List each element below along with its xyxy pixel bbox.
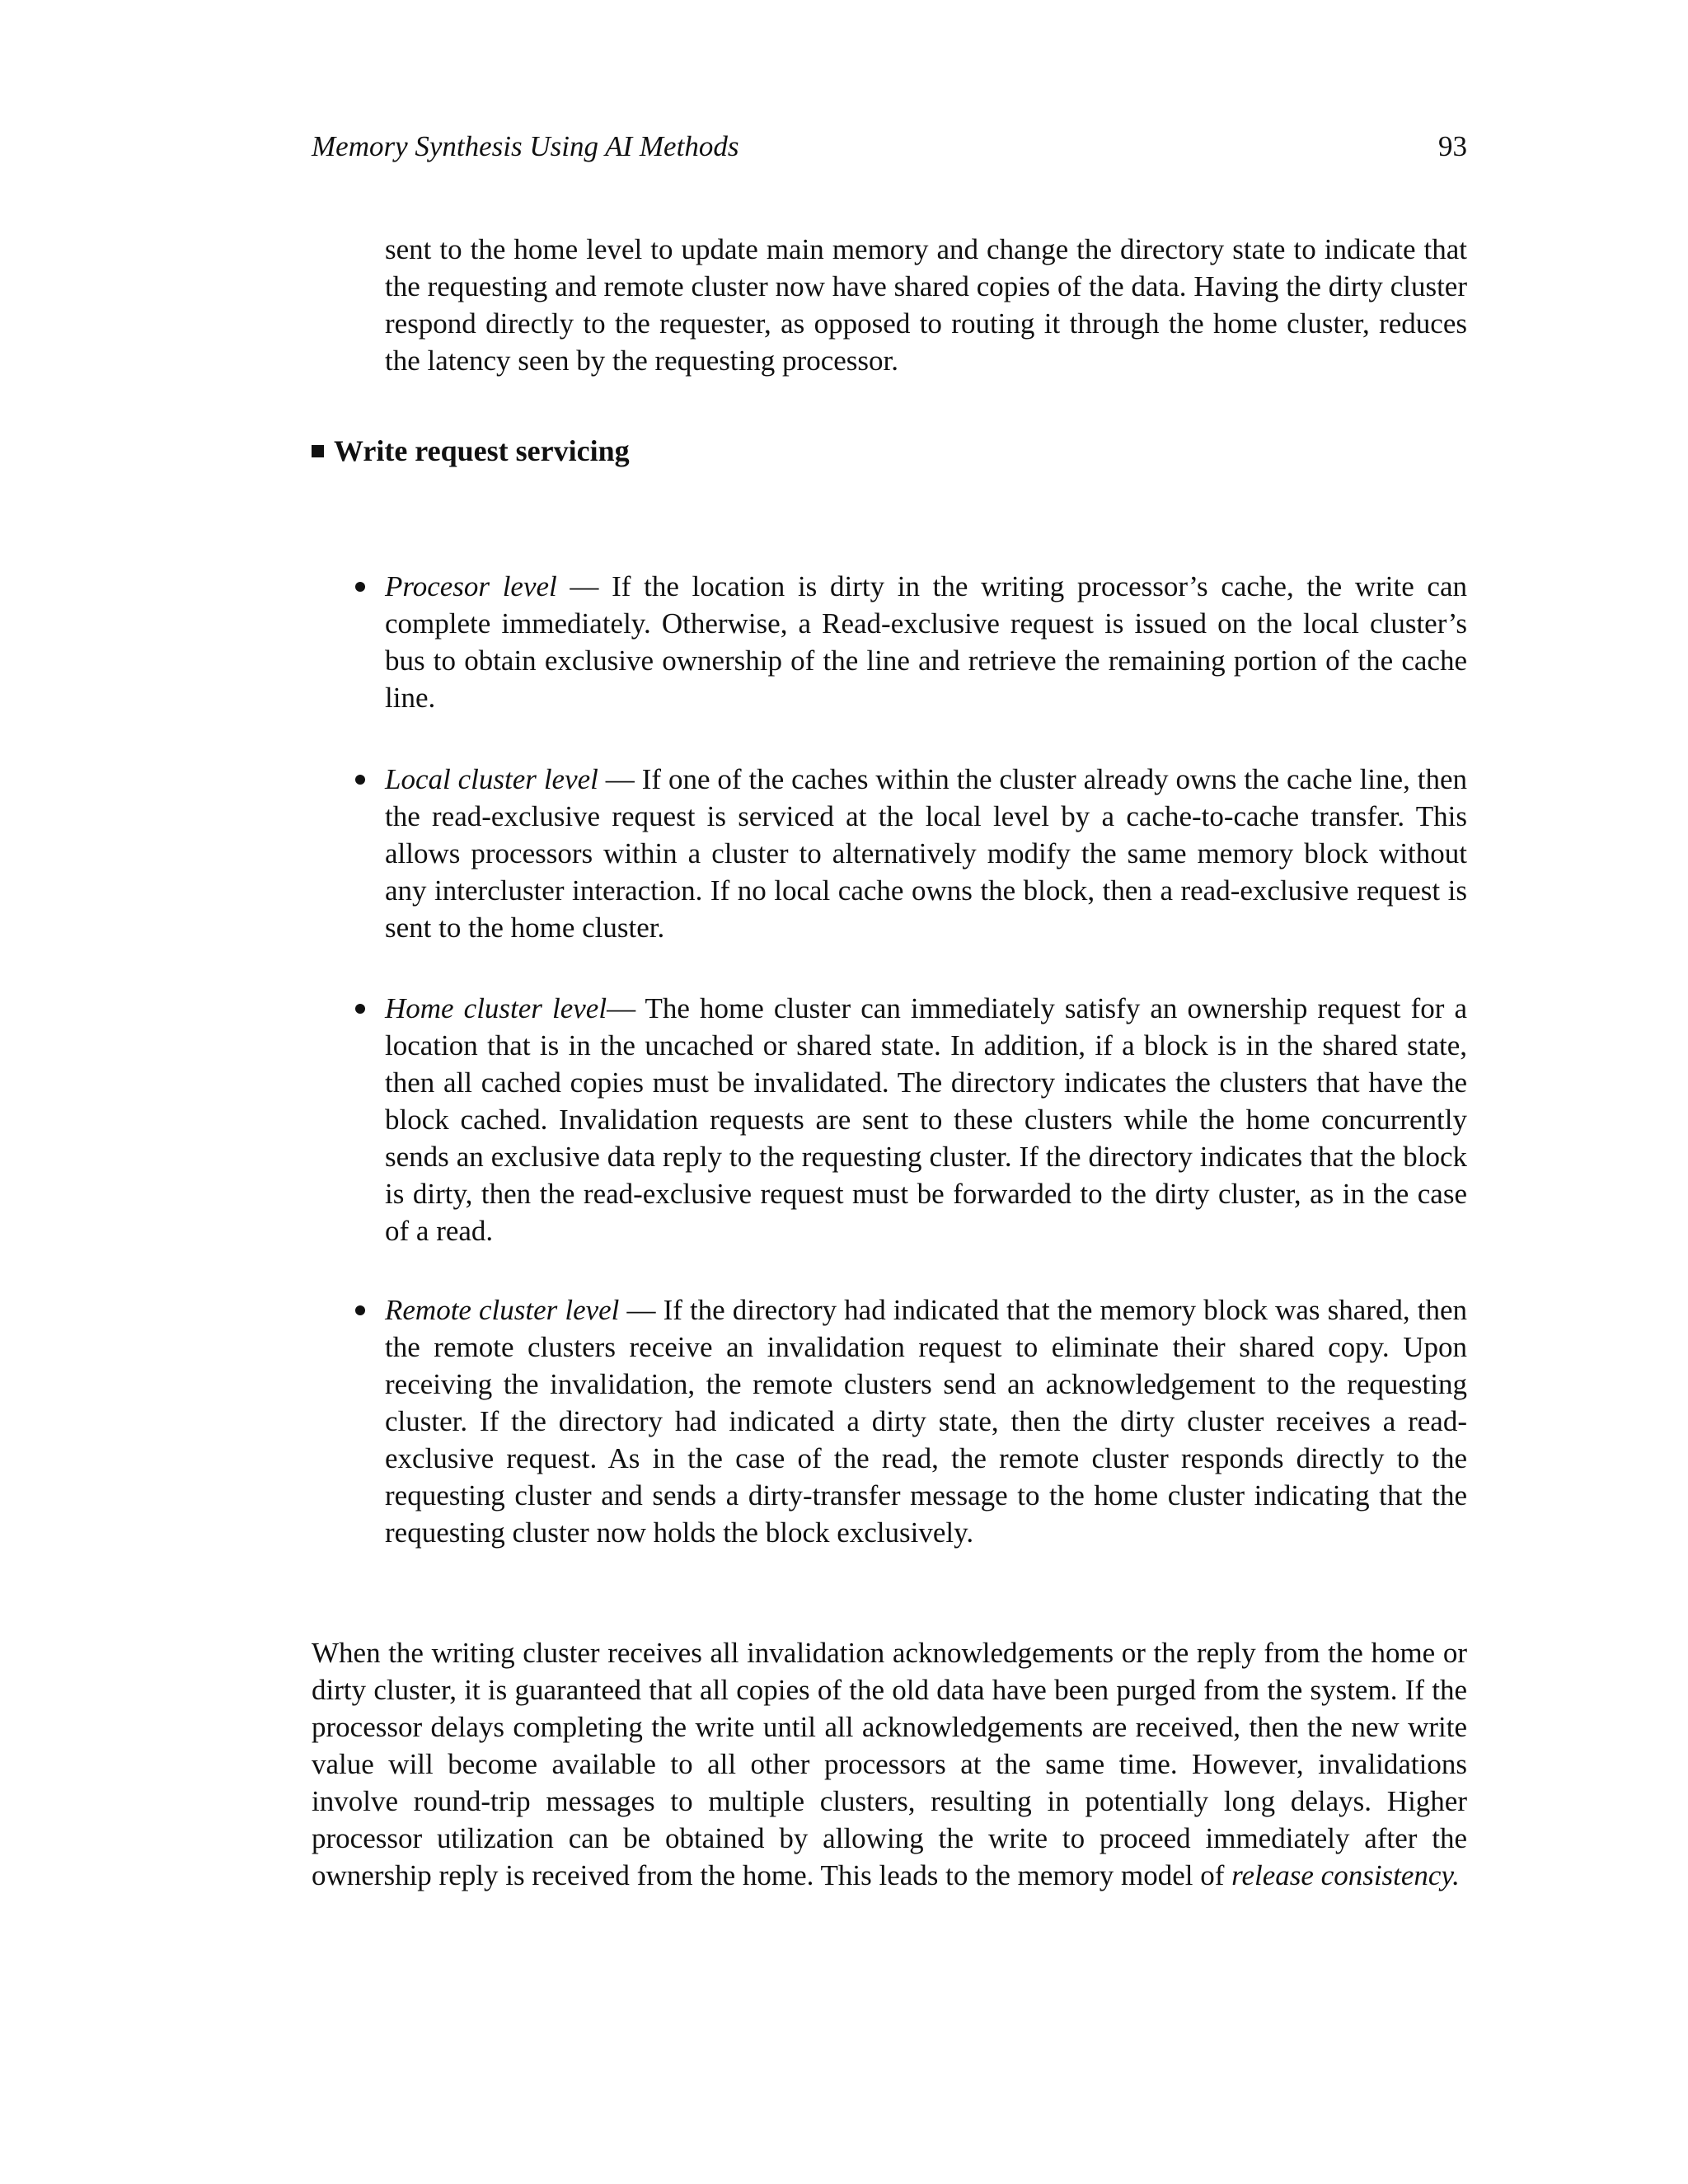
list-item-text: [385, 568, 1467, 716]
continuation-paragraph: sent to the home level to update main memory and change the directory state to indicate that the requesting and remote cluster now have shared copies of the data. Having the dirty cluster respond directly to the requester, as opposed to routing it through the home cluster, reduces the latency seen by the requesting processor.: [385, 233, 1467, 377]
page-number: 93: [1438, 130, 1467, 162]
list-item-text: [385, 761, 1467, 946]
list-item-separator: —: [619, 1294, 663, 1326]
final-paragraph-emphasis: release consistency.: [1231, 1859, 1460, 1891]
list-item-local-cluster-level: [385, 761, 1467, 946]
running-title: Memory Synthesis Using AI Methods: [312, 130, 739, 162]
list-item-separator: —: [607, 992, 645, 1024]
list-item-text: [385, 1291, 1467, 1551]
square-bullet-icon: [312, 445, 324, 457]
list-item-processor-level: [385, 568, 1467, 716]
final-paragraph-body: When the writing cluster receives all invalidation acknowledgements or the reply from the home or dirty cluster, it is guaranteed that all copies of the old data have been purged from the system. If the processor delays completing the write until all acknowledgements are received, then the new write value will become available to all other processors at the same time. However, invalidations involve round-trip messages to multiple clusters, resulting in potentially long delays. Higher processor utilization can be obtained by allowing the write to proceed immediately after the ownership reply is received from the home. This leads to the memory model of: [312, 1637, 1467, 1891]
section-heading-text: Write request servicing: [334, 434, 630, 467]
list-item-text: [385, 990, 1467, 1249]
list-item-home-cluster-level: [385, 990, 1467, 1249]
running-header: [312, 130, 1467, 171]
list-item-body: If the directory had indicated that the memory block was shared, then the remote clusters receive an invalidation request to eliminate their shared copy. Upon receiving the invalidation, the remote clusters send an acknowledgement to the requesting cluster. If the directory had indicated a dirty state, then the dirty cluster receives a read-exclusive request. As in the case of the read, the remote cluster responds directly to the requesting cluster and sends a dirty-transfer message to the home cluster indicating that the requesting cluster now holds the block exclusively.: [385, 1294, 1467, 1549]
list-item-label: Home cluster level: [385, 992, 607, 1024]
bullet-icon: [355, 1004, 365, 1014]
final-paragraph: [312, 1634, 1467, 1894]
list-item-remote-cluster-level: [385, 1291, 1467, 1551]
bullet-icon: [355, 1305, 365, 1315]
list-item-body: If one of the caches within the cluster already owns the cache line, then the read-exclusive request is serviced at the local level by a cache-to-cache transfer. This allows processors within a cluster to alternatively modify the same memory block without any intercluster interaction. If no local cache owns the block, then a read-exclusive request is sent to the home cluster.: [385, 763, 1467, 944]
bullet-icon: [355, 775, 365, 785]
list-item-body: The home cluster can immediately satisfy an ownership request for a location that is in the uncached or shared state. In addition, if a block is in the shared state, then all cached copies must be invalidated. The directory indicates the clusters that have the block cached. Invalidation requests are sent to these clusters while the home concurrently sends an exclusive data reply to the requesting cluster. If the directory indicates that the block is dirty, then the read-exclusive request must be forwarded to the dirty cluster, as in the case of a read.: [385, 992, 1467, 1247]
list-item-separator: —: [556, 570, 612, 602]
list-item-body: If the location is dirty in the writing processor’s cache, the write can complete immediately. Otherwise, a Read-exclusive request is issued on the local cluster’s bus to obtain exclusive ownership of the line and retrieve the remaining portion of the cache line.: [385, 570, 1467, 714]
list-item-label: Procesor level: [385, 570, 557, 602]
section-heading: [312, 433, 630, 470]
bullet-icon: [355, 582, 365, 592]
list-item-separator: —: [598, 763, 642, 795]
list-item-label: Remote cluster level: [385, 1294, 620, 1326]
list-item-label: Local cluster level: [385, 763, 598, 795]
